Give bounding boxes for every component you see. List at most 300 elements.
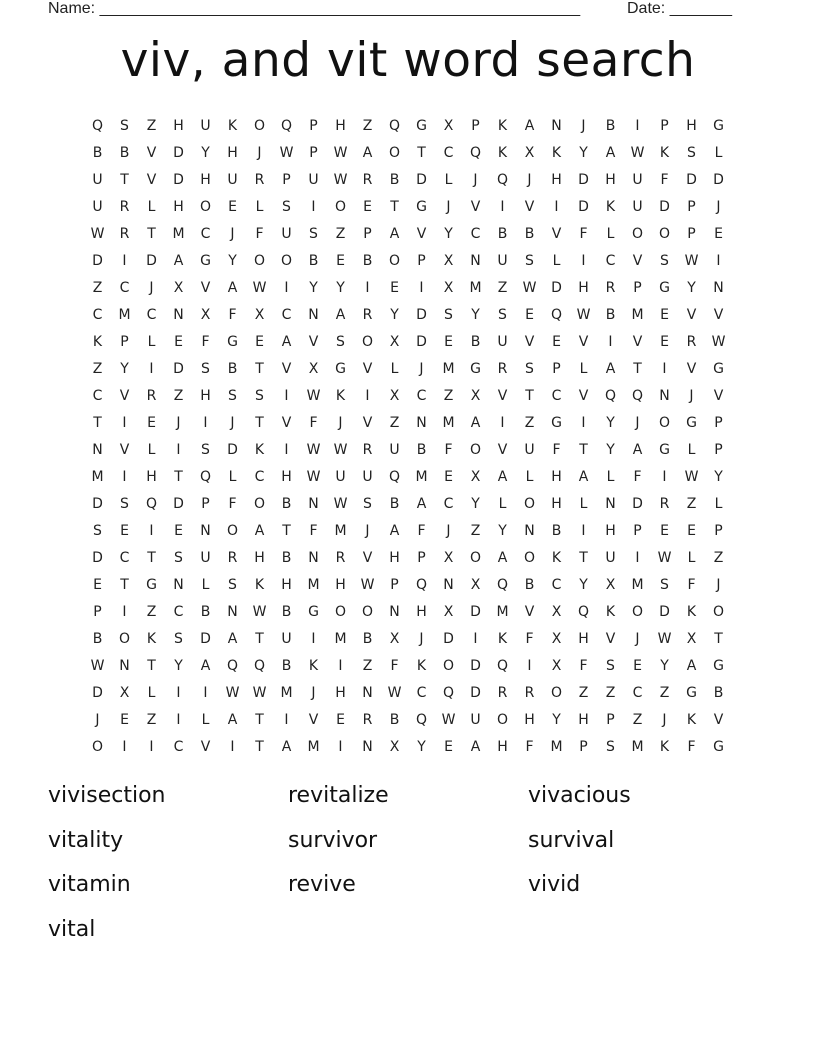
grid-letter: B (551, 523, 562, 539)
grid-letter: G (659, 280, 670, 296)
grid-letter: E (336, 253, 345, 269)
grid-letter: E (444, 334, 453, 350)
grid-letter: W (252, 604, 267, 620)
grid-letter: I (230, 739, 235, 755)
grid-letter: F (390, 658, 399, 674)
grid-letter: A (605, 361, 616, 377)
grid-letter: H (416, 604, 427, 620)
grid-letter: Z (92, 361, 103, 377)
word-list-item: vitality (48, 827, 124, 853)
grid-letter: P (579, 739, 588, 755)
word-list-item: survival (528, 827, 615, 853)
grid-letter: N (551, 118, 562, 134)
grid-letter: L (579, 496, 588, 512)
grid-letter: D (200, 631, 211, 647)
grid-letter: P (633, 280, 642, 296)
grid-letter: M (550, 739, 563, 755)
grid-letter: V (362, 361, 373, 377)
grid-letter: N (200, 523, 211, 539)
grid-letter: V (281, 415, 292, 431)
grid-letter: P (714, 523, 723, 539)
grid-letter: E (147, 415, 156, 431)
grid-letter: M (415, 469, 428, 485)
grid-letter: C (92, 307, 103, 323)
grid-letter: G (713, 658, 724, 674)
grid-letter: L (147, 199, 156, 215)
grid-letter: C (416, 685, 427, 701)
grid-letter: N (389, 604, 400, 620)
grid-letter: D (578, 172, 589, 188)
grid-letter: A (281, 334, 292, 350)
grid-letter: T (255, 631, 264, 647)
grid-letter: Y (390, 307, 399, 323)
grid-letter: B (281, 604, 292, 620)
grid-letter: O (253, 118, 266, 134)
grid-letter: Y (174, 658, 183, 674)
grid-letter: V (605, 631, 616, 647)
grid-letter: L (201, 712, 210, 728)
grid-letter: B (281, 658, 292, 674)
grid-letter: F (579, 658, 588, 674)
grid-letter: I (662, 361, 667, 377)
word-list-item: revive (288, 872, 356, 897)
grid-letter: K (254, 577, 265, 593)
grid-letter: W (657, 631, 672, 647)
grid-letter: X (551, 604, 562, 620)
grid-letter: D (146, 253, 157, 269)
grid-letter: K (92, 334, 103, 350)
word-list-item: revitalize (288, 783, 389, 808)
grid-letter: T (714, 631, 723, 647)
grid-letter: V (524, 334, 535, 350)
word-list-item: vivacious (528, 783, 631, 808)
grid-letter: E (120, 712, 129, 728)
grid-letter: E (687, 523, 696, 539)
grid-letter: D (92, 496, 103, 512)
grid-letter: S (228, 388, 237, 404)
grid-letter: A (605, 145, 616, 161)
grid-letter: D (416, 334, 427, 350)
grid-letter: G (713, 361, 724, 377)
grid-letter: Y (687, 280, 696, 296)
grid-letter: N (92, 442, 103, 458)
grid-letter: R (362, 712, 373, 728)
grid-letter: V (497, 388, 508, 404)
grid-letter: P (201, 496, 210, 512)
grid-letter: L (714, 496, 723, 512)
grid-letter: X (254, 307, 265, 323)
grid-letter: M (280, 685, 293, 701)
grid-letter: T (255, 415, 264, 431)
grid-letter: V (524, 199, 535, 215)
grid-letter: F (525, 631, 534, 647)
grid-letter: Q (415, 577, 428, 593)
grid-letter: T (525, 388, 534, 404)
grid-letter: F (309, 415, 318, 431)
grid-letter: I (149, 739, 154, 755)
grid-letter: G (713, 739, 724, 755)
grid-letter: H (605, 172, 616, 188)
grid-letter: Y (498, 523, 507, 539)
grid-letter: A (173, 253, 184, 269)
grid-letter: R (119, 199, 130, 215)
grid-letter: C (146, 307, 157, 323)
grid-letter: J (716, 199, 721, 215)
grid-letter: H (227, 145, 238, 161)
grid-letter: Q (145, 496, 158, 512)
grid-letter: W (630, 145, 645, 161)
grid-letter: Z (524, 415, 535, 431)
grid-letter: A (524, 118, 535, 134)
grid-letter: L (390, 361, 399, 377)
grid-letter: I (635, 118, 640, 134)
grid-letter: L (147, 334, 156, 350)
grid-letter: E (174, 523, 183, 539)
grid-letter: M (307, 739, 320, 755)
grid-letter: H (497, 739, 508, 755)
grid-letter: W (576, 307, 591, 323)
grid-letter: C (443, 145, 454, 161)
grid-letter: A (389, 523, 400, 539)
grid-letter: K (497, 631, 508, 647)
grid-letter: A (227, 712, 238, 728)
grid-letter: F (228, 496, 237, 512)
grid-letter: O (469, 550, 482, 566)
grid-letter: F (525, 739, 534, 755)
grid-letter: W (657, 550, 672, 566)
grid-letter: E (444, 739, 453, 755)
grid-letter: N (524, 523, 535, 539)
grid-letter: I (554, 199, 559, 215)
grid-letter: M (334, 631, 347, 647)
grid-letter: M (442, 361, 455, 377)
grid-letter: I (122, 415, 127, 431)
grid-letter: B (362, 631, 373, 647)
grid-letter: O (253, 496, 266, 512)
grid-letter: Z (605, 685, 616, 701)
grid-letter: Z (443, 388, 454, 404)
grid-letter: V (713, 307, 724, 323)
grid-letter: D (686, 172, 697, 188)
grid-letter: I (203, 415, 208, 431)
grid-letter: P (363, 226, 372, 242)
grid-letter: J (446, 199, 451, 215)
grid-letter: I (527, 658, 532, 674)
grid-letter: W (279, 145, 294, 161)
grid-letter: K (551, 145, 562, 161)
grid-letter: P (390, 577, 399, 593)
grid-letter: E (336, 712, 345, 728)
grid-letter: I (500, 415, 505, 431)
grid-letter: B (227, 361, 238, 377)
grid-letter: D (551, 280, 562, 296)
grid-letter: C (200, 226, 211, 242)
grid-letter: J (95, 712, 100, 728)
grid-letter: R (254, 172, 265, 188)
grid-letter: M (172, 226, 185, 242)
grid-letter: F (633, 469, 642, 485)
grid-letter: F (552, 442, 561, 458)
grid-letter: H (335, 577, 346, 593)
grid-letter: Q (550, 307, 563, 323)
grid-letter: Q (496, 577, 509, 593)
grid-letter: I (122, 604, 127, 620)
grid-letter: V (632, 253, 643, 269)
grid-letter: P (660, 118, 669, 134)
grid-letter: Y (444, 226, 453, 242)
grid-letter: J (365, 523, 370, 539)
grid-letter: S (660, 577, 669, 593)
grid-letter: H (173, 118, 184, 134)
grid-letter: O (226, 523, 239, 539)
grid-letter: B (470, 334, 481, 350)
grid-letter: H (200, 388, 211, 404)
grid-letter: K (605, 199, 616, 215)
grid-letter: G (335, 361, 346, 377)
grid-letter: H (389, 550, 400, 566)
word-list-item: survivor (288, 827, 378, 853)
grid-letter: C (281, 307, 292, 323)
grid-letter: Z (632, 712, 643, 728)
grid-letter: A (227, 280, 238, 296)
word-list-item: vital (48, 916, 96, 942)
grid-letter: P (93, 604, 102, 620)
grid-letter: X (524, 145, 535, 161)
grid-letter: A (470, 415, 481, 431)
grid-letter: X (605, 577, 616, 593)
grid-letter: Z (92, 280, 103, 296)
grid-letter: R (524, 685, 535, 701)
grid-letter: S (525, 253, 534, 269)
grid-letter: F (255, 226, 264, 242)
grid-letter: B (524, 577, 535, 593)
grid-letter: U (335, 469, 346, 485)
grid-letter: I (122, 469, 127, 485)
grid-letter: D (92, 685, 103, 701)
grid-letter: H (254, 550, 265, 566)
grid-letter: T (282, 523, 291, 539)
grid-letter: Y (336, 280, 345, 296)
grid-letter: Y (579, 145, 588, 161)
grid-letter: K (686, 604, 697, 620)
grid-letter: B (119, 145, 130, 161)
grid-letter: O (361, 604, 374, 620)
grid-letter: M (91, 469, 104, 485)
grid-letter: A (497, 469, 508, 485)
grid-letter: I (338, 658, 343, 674)
grid-letter: D (470, 685, 481, 701)
grid-letter: H (578, 631, 589, 647)
grid-letter: I (311, 631, 316, 647)
grid-letter: J (419, 631, 424, 647)
grid-letter: E (525, 307, 534, 323)
grid-letter: I (176, 442, 181, 458)
grid-letter: D (632, 496, 643, 512)
grid-letter: P (282, 172, 291, 188)
grid-letter: U (308, 172, 319, 188)
grid-letter: T (120, 577, 129, 593)
grid-letter: G (146, 577, 157, 593)
grid-letter: K (605, 604, 616, 620)
grid-letter: W (306, 442, 321, 458)
grid-letter: V (551, 226, 562, 242)
grid-letter: X (308, 361, 319, 377)
grid-letter: X (443, 604, 454, 620)
grid-letter: B (497, 226, 508, 242)
grid-letter: K (308, 658, 319, 674)
grid-letter: X (119, 685, 130, 701)
grid-letter: X (443, 118, 454, 134)
grid-letter: B (92, 631, 103, 647)
grid-letter: V (146, 145, 157, 161)
grid-letter: I (716, 253, 721, 269)
word-list-item: vivisection (48, 783, 166, 808)
grid-letter: V (578, 388, 589, 404)
grid-letter: Y (552, 712, 561, 728)
grid-letter: N (362, 739, 373, 755)
grid-letter: S (93, 523, 102, 539)
grid-letter: X (686, 631, 697, 647)
header (48, 0, 748, 20)
grid-letter: A (497, 550, 508, 566)
grid-letter: R (119, 226, 130, 242)
grid-letter: C (119, 280, 130, 296)
grid-letter: N (173, 307, 184, 323)
grid-letter: V (119, 388, 130, 404)
grid-letter: Y (309, 280, 318, 296)
grid-letter: I (284, 280, 289, 296)
grid-letter: N (443, 577, 454, 593)
grid-letter: P (687, 226, 696, 242)
grid-letter: X (551, 658, 562, 674)
grid-letter: A (335, 307, 346, 323)
grid-letter: K (686, 712, 697, 728)
grid-letter: X (470, 577, 481, 593)
grid-letter: V (362, 550, 373, 566)
grid-letter: C (92, 388, 103, 404)
grid-letter: W (360, 577, 375, 593)
grid-letter: R (146, 388, 157, 404)
grid-letter: S (498, 307, 507, 323)
grid-letter: I (581, 415, 586, 431)
grid-letter: J (716, 577, 721, 593)
grid-letter: T (120, 172, 129, 188)
grid-letter: D (173, 496, 184, 512)
grid-letter: O (496, 712, 509, 728)
grid-letter: D (659, 199, 670, 215)
grid-letter: T (633, 361, 642, 377)
grid-letter: Y (228, 253, 237, 269)
grid-letter: R (686, 334, 697, 350)
grid-letter: Z (713, 550, 724, 566)
grid-letter: Q (496, 172, 509, 188)
grid-letter: S (606, 658, 615, 674)
grid-letter: B (200, 604, 211, 620)
grid-letter: G (227, 334, 238, 350)
grid-letter: P (606, 712, 615, 728)
grid-letter: N (308, 550, 319, 566)
grid-letter: O (658, 226, 671, 242)
grid-letter: Q (226, 658, 239, 674)
grid-letter: U (524, 442, 535, 458)
grid-letter: M (631, 739, 644, 755)
grid-letter: H (578, 712, 589, 728)
grid-letter: S (363, 496, 372, 512)
grid-letter: A (362, 145, 373, 161)
grid-letter: K (551, 550, 562, 566)
grid-letter: X (551, 631, 562, 647)
grid-letter: C (470, 226, 481, 242)
grid-letter: U (362, 469, 373, 485)
grid-letter: L (552, 253, 561, 269)
grid-letter: Z (146, 604, 157, 620)
grid-letter: I (635, 550, 640, 566)
grid-letter: L (147, 442, 156, 458)
grid-letter: I (662, 469, 667, 485)
grid-letter: O (631, 604, 644, 620)
grid-letter: R (335, 550, 346, 566)
grid-letter: S (309, 226, 318, 242)
grid-letter: K (254, 442, 265, 458)
grid-letter: V (578, 334, 589, 350)
grid-letter: B (308, 253, 319, 269)
grid-letter: J (635, 631, 640, 647)
grid-letter: D (173, 361, 184, 377)
grid-letter: D (659, 604, 670, 620)
grid-letter: O (388, 253, 401, 269)
grid-letter: S (120, 118, 129, 134)
grid-letter: C (632, 685, 643, 701)
grid-letter: M (496, 604, 509, 620)
grid-letter: S (174, 631, 183, 647)
grid-letter: U (92, 199, 103, 215)
grid-letter: Q (496, 658, 509, 674)
grid-letter: Y (606, 442, 615, 458)
grid-letter: Q (199, 469, 212, 485)
grid-letter: G (308, 604, 319, 620)
grid-letter: S (174, 550, 183, 566)
grid-letter: M (118, 307, 131, 323)
grid-letter: Y (120, 361, 129, 377)
grid-letter: H (146, 469, 157, 485)
grid-letter: K (227, 118, 238, 134)
grid-letter: Y (471, 307, 480, 323)
grid-letter: I (365, 388, 370, 404)
grid-letter: U (200, 550, 211, 566)
grid-letter: J (311, 685, 316, 701)
grid-letter: F (201, 334, 210, 350)
grid-letter: M (469, 280, 482, 296)
grid-letter: S (525, 361, 534, 377)
grid-letter: L (147, 685, 156, 701)
grid-letter: W (252, 685, 267, 701)
grid-letter: Q (280, 118, 293, 134)
grid-letter: X (200, 307, 211, 323)
grid-letter: R (227, 550, 238, 566)
grid-letter: L (579, 361, 588, 377)
grid-letter: J (635, 415, 640, 431)
grid-letter: X (173, 280, 184, 296)
grid-letter: U (227, 172, 238, 188)
grid-letter: N (308, 307, 319, 323)
grid-letter: V (686, 307, 697, 323)
grid-letter: T (147, 658, 156, 674)
grid-letter: N (470, 253, 481, 269)
grid-letter: Z (578, 685, 589, 701)
grid-letter: C (119, 550, 130, 566)
grid-letter: X (443, 253, 454, 269)
grid-letter: R (497, 685, 508, 701)
